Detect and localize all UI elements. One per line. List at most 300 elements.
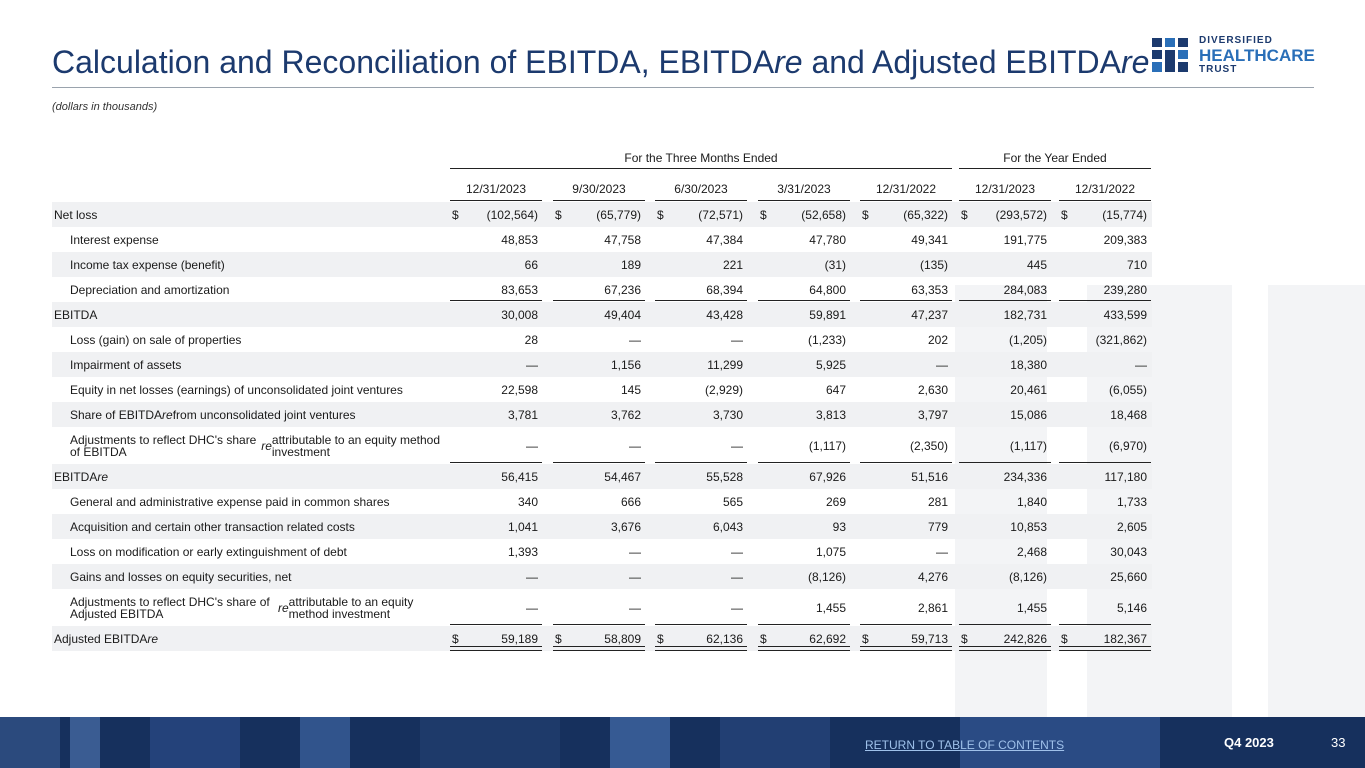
dollar-sign: $ [657, 207, 664, 222]
table-cell [655, 327, 747, 352]
table-row [52, 327, 1152, 352]
cell-value: 43,428 [706, 307, 743, 322]
cell-value: 48,853 [501, 232, 538, 247]
table-cell [655, 227, 747, 252]
row-label: Acquisition and certain other transaction related costs [70, 519, 355, 534]
cell-value: 269 [825, 494, 846, 509]
table-row [52, 202, 1152, 227]
row-label: Equity in net losses (earnings) of unconsolidated joint ventures [70, 382, 403, 397]
cell-value: 242,826 [1003, 631, 1047, 646]
total-double-rule [959, 646, 1051, 651]
table-cell [1059, 589, 1151, 626]
cell-value: 62,136 [706, 631, 743, 646]
cell-value: 54,467 [604, 469, 641, 484]
cell-value: 11,299 [707, 357, 743, 372]
cell-value: 49,404 [604, 307, 641, 322]
table-cell [655, 302, 747, 327]
cell-value: 1,156 [610, 357, 641, 372]
table-cell [860, 377, 952, 402]
table-cell [553, 227, 645, 252]
table-row [52, 489, 1152, 514]
dollar-sign: $ [961, 631, 968, 646]
cell-value: 189 [620, 257, 641, 272]
table-cell [553, 539, 645, 564]
cell-value: 1,393 [507, 544, 538, 559]
table-cell [860, 539, 952, 564]
logo-wordmark: DIVERSIFIED HEALTHCARE TRUST [1199, 35, 1315, 75]
table-row [52, 302, 1152, 327]
table-cell [1059, 514, 1151, 539]
table-cell [758, 227, 850, 252]
table-cell [1059, 327, 1151, 352]
table-cell [553, 402, 645, 427]
table-cell [758, 252, 850, 277]
table-cell [553, 377, 645, 402]
cell-value: (293,572) [995, 207, 1047, 222]
table-row [52, 539, 1152, 564]
cell-value: (65,779) [596, 207, 641, 222]
table-cell [450, 464, 542, 489]
cell-value: 66 [524, 257, 538, 272]
cell-value: 18,380 [1010, 357, 1047, 372]
cell-value: 445 [1026, 257, 1047, 272]
table-cell [758, 202, 850, 227]
subtotal-rule [959, 462, 1051, 463]
quarter-label: Q4 2023 [1224, 735, 1274, 750]
cell-value: — [629, 544, 641, 559]
table-cell [655, 489, 747, 514]
table-cell [553, 564, 645, 589]
table-cell [959, 377, 1051, 402]
cell-value: 1,840 [1016, 494, 1047, 509]
table-cell [553, 202, 645, 227]
dollar-sign: $ [760, 631, 767, 646]
table-cell [655, 514, 747, 539]
dollar-sign: $ [1061, 207, 1068, 222]
table-cell [655, 377, 747, 402]
cell-value: 3,730 [712, 407, 743, 422]
cell-value: 1,455 [815, 600, 846, 615]
cell-value: 2,605 [1116, 519, 1147, 534]
cell-value: — [1135, 357, 1147, 372]
table-cell [758, 377, 850, 402]
cell-value: 2,861 [917, 600, 948, 615]
table-cell [450, 514, 542, 539]
table-cell [553, 489, 645, 514]
table-row [52, 564, 1152, 589]
cell-value: 15,086 [1010, 407, 1047, 422]
table-row [52, 377, 1152, 402]
cell-value: 47,237 [911, 307, 948, 322]
subtotal-rule [860, 300, 952, 301]
table-row [52, 514, 1152, 539]
table-cell [450, 227, 542, 252]
cell-value: 59,713 [911, 631, 948, 646]
cell-value: 1,733 [1116, 494, 1147, 509]
total-double-rule [553, 646, 645, 651]
cell-value: — [731, 544, 743, 559]
table-cell [450, 402, 542, 427]
table-cell [1059, 564, 1151, 589]
table-cell [655, 352, 747, 377]
subtotal-rule [959, 300, 1051, 301]
table-cell [959, 489, 1051, 514]
subtotal-rule [553, 624, 645, 625]
return-to-toc-link[interactable]: RETURN TO TABLE OF CONTENTS [865, 738, 1065, 752]
cell-value: — [936, 544, 948, 559]
cell-value: 30,043 [1110, 544, 1147, 559]
dollar-sign: $ [760, 207, 767, 222]
table-row [52, 277, 1152, 302]
table-cell [860, 302, 952, 327]
cell-value: (2,350) [909, 438, 948, 453]
cell-value: (321,862) [1095, 332, 1147, 347]
table-cell [959, 514, 1051, 539]
cell-value: 3,762 [610, 407, 641, 422]
table-cell [959, 327, 1051, 352]
table-cell [959, 564, 1051, 589]
table-cell [758, 352, 850, 377]
table-cell [553, 352, 645, 377]
table-cell [450, 626, 542, 651]
title-divider [52, 87, 1314, 88]
cell-value: 20,461 [1010, 382, 1047, 397]
cell-value: 284,083 [1003, 282, 1047, 297]
table-cell [1059, 227, 1151, 252]
table-cell [1059, 277, 1151, 302]
table-cell [1059, 377, 1151, 402]
dollar-sign: $ [862, 207, 869, 222]
table-cell [553, 277, 645, 302]
column-header: 3/31/2023 [758, 180, 850, 201]
row-label: EBITDA re [54, 469, 109, 484]
table-cell [959, 626, 1051, 651]
table-cell [860, 227, 952, 252]
table-cell [860, 626, 952, 651]
table-cell [1059, 539, 1151, 564]
dollar-sign: $ [555, 207, 562, 222]
subtotal-rule [655, 462, 747, 463]
cell-value: 10,853 [1010, 519, 1047, 534]
table-cell [553, 327, 645, 352]
table-cell [959, 352, 1051, 377]
cell-value: (6,970) [1108, 438, 1147, 453]
cell-value: 2,630 [917, 382, 948, 397]
subtotal-rule [959, 624, 1051, 625]
subtotal-rule [1059, 462, 1151, 463]
footer-bar [0, 717, 1365, 768]
table-cell [860, 564, 952, 589]
table-row [52, 352, 1152, 377]
table-cell [758, 402, 850, 427]
cell-value: 3,797 [917, 407, 948, 422]
cell-value: 6,043 [712, 519, 743, 534]
table-cell [758, 427, 850, 464]
table-row [52, 427, 1152, 464]
table-cell [758, 327, 850, 352]
table-cell [959, 402, 1051, 427]
total-double-rule [450, 646, 542, 651]
cell-value: 182,731 [1003, 307, 1047, 322]
cell-value: 433,599 [1103, 307, 1147, 322]
cell-value: 68,394 [706, 282, 743, 297]
table-row [52, 464, 1152, 489]
company-logo [1152, 36, 1317, 76]
table-cell [1059, 626, 1151, 651]
cell-value: 83,653 [501, 282, 538, 297]
table-cell [655, 626, 747, 651]
subtotal-rule [553, 300, 645, 301]
cell-value: — [629, 332, 641, 347]
cell-value: 2,468 [1016, 544, 1047, 559]
cell-value: (6,055) [1108, 382, 1147, 397]
subtotal-rule [655, 624, 747, 625]
table-cell [450, 427, 542, 464]
cell-value: — [731, 332, 743, 347]
column-header: 6/30/2023 [655, 180, 747, 201]
table-cell [860, 402, 952, 427]
cell-value: (52,658) [801, 207, 846, 222]
cell-value: 117,180 [1104, 469, 1147, 484]
table-cell [758, 277, 850, 302]
row-label: Gains and losses on equity securities, net [70, 569, 292, 584]
column-header: 12/31/2022 [1059, 180, 1151, 201]
cell-value: (1,117) [1009, 438, 1047, 453]
dollar-sign: $ [657, 631, 664, 646]
table-cell [655, 464, 747, 489]
total-double-rule [758, 646, 850, 651]
row-label: Loss (gain) on sale of properties [70, 332, 242, 347]
table-cell [1059, 352, 1151, 377]
cell-value: 47,384 [706, 232, 743, 247]
column-header: 12/31/2023 [959, 180, 1051, 201]
table-cell [655, 589, 747, 626]
row-label: Impairment of assets [70, 357, 182, 372]
table-cell [959, 252, 1051, 277]
table-row [52, 626, 1152, 651]
cell-value: 47,758 [604, 232, 641, 247]
table-cell [655, 202, 747, 227]
cell-value: 182,367 [1103, 631, 1147, 646]
cell-value: 1,075 [815, 544, 846, 559]
group-header-three-months: For the Three Months Ended [450, 150, 952, 169]
cell-value: 281 [927, 494, 948, 509]
subtotal-rule [860, 462, 952, 463]
table-cell [1059, 252, 1151, 277]
cell-value: 5,146 [1116, 600, 1147, 615]
row-label: Interest expense [70, 232, 159, 247]
cell-value: 64,800 [809, 282, 846, 297]
cell-value: 5,925 [815, 357, 846, 372]
table-cell [758, 539, 850, 564]
column-header: 12/31/2023 [450, 180, 542, 201]
logo-mark-icon [1152, 38, 1192, 74]
cell-value: (65,322) [903, 207, 948, 222]
cell-value: — [629, 600, 641, 615]
cell-value: 18,468 [1110, 407, 1147, 422]
table-cell [553, 589, 645, 626]
table-cell [860, 202, 952, 227]
table-cell [1059, 464, 1151, 489]
cell-value: 191,775 [1003, 232, 1047, 247]
cell-value: (31) [824, 257, 846, 272]
cell-value: — [731, 569, 743, 584]
subtotal-rule [1059, 300, 1151, 301]
cell-value: 55,528 [706, 469, 743, 484]
cell-value: — [629, 569, 641, 584]
table-cell [450, 564, 542, 589]
row-label: Share of EBITDA re from unconsolidated joint ventures [70, 407, 356, 422]
table-cell [553, 514, 645, 539]
table-cell [959, 302, 1051, 327]
table-cell [1059, 202, 1151, 227]
dollar-sign: $ [961, 207, 968, 222]
table-row [52, 252, 1152, 277]
table-cell [959, 202, 1051, 227]
cell-value: 93 [832, 519, 846, 534]
cell-value: (8,126) [1008, 569, 1047, 584]
row-label: Depreciation and amortization [70, 282, 230, 297]
cell-value: 30,008 [501, 307, 538, 322]
subtotal-rule [1059, 624, 1151, 625]
table-cell [553, 302, 645, 327]
cell-value: 3,813 [815, 407, 846, 422]
table-cell [655, 402, 747, 427]
cell-value: 3,676 [610, 519, 641, 534]
table-cell [450, 302, 542, 327]
table-cell [860, 427, 952, 464]
table-cell [553, 464, 645, 489]
cell-value: (1,233) [807, 332, 846, 347]
cell-value: 221 [722, 257, 743, 272]
table-cell [959, 427, 1051, 464]
subtotal-rule [758, 624, 850, 625]
table-cell [655, 427, 747, 464]
subtotal-rule [450, 462, 542, 463]
cell-value: 49,341 [911, 232, 948, 247]
cell-value: 1,041 [507, 519, 538, 534]
cell-value: — [731, 600, 743, 615]
column-header: 9/30/2023 [553, 180, 645, 201]
subtotal-rule [450, 300, 542, 301]
table-cell [450, 327, 542, 352]
units-note: (dollars in thousands) [52, 101, 158, 113]
cell-value: 202 [927, 332, 948, 347]
cell-value: — [526, 569, 538, 584]
table-cell [450, 589, 542, 626]
table-row [52, 402, 1152, 427]
table-cell [450, 539, 542, 564]
subtotal-rule [655, 300, 747, 301]
table-cell [1059, 402, 1151, 427]
cell-value: 67,926 [809, 469, 846, 484]
background-building-panel [1268, 285, 1365, 717]
table-cell [758, 302, 850, 327]
dollar-sign: $ [452, 631, 459, 646]
cell-value: — [731, 438, 743, 453]
table-cell [959, 589, 1051, 626]
table-row [52, 227, 1152, 252]
cell-value: (1,205) [1008, 332, 1047, 347]
row-label: Income tax expense (benefit) [70, 257, 225, 272]
cell-value: 779 [927, 519, 948, 534]
cell-value: (72,571) [698, 207, 743, 222]
table-cell [655, 539, 747, 564]
cell-value: 58,809 [604, 631, 641, 646]
total-double-rule [860, 646, 952, 651]
table-cell [553, 626, 645, 651]
table-cell [860, 489, 952, 514]
table-cell [860, 464, 952, 489]
table-cell [758, 626, 850, 651]
row-label: Adjusted EBITDA re [54, 631, 159, 646]
dollar-sign: $ [555, 631, 562, 646]
table-cell [1059, 489, 1151, 514]
cell-value: — [526, 438, 538, 453]
table-cell [655, 252, 747, 277]
cell-value: (102,564) [486, 207, 538, 222]
cell-value: — [936, 357, 948, 372]
cell-value: 59,189 [501, 631, 538, 646]
dollar-sign: $ [1061, 631, 1068, 646]
table-cell [959, 277, 1051, 302]
cell-value: 145 [620, 382, 641, 397]
table-cell [758, 564, 850, 589]
subtotal-rule [450, 624, 542, 625]
row-label: Adjustments to reflect DHC's share of EBITDA re attributable to an equity method investment [70, 432, 441, 459]
table-cell [758, 589, 850, 626]
cell-value: 59,891 [809, 307, 846, 322]
table-cell [450, 489, 542, 514]
row-label: EBITDA [54, 307, 98, 322]
cell-value: 4,276 [917, 569, 948, 584]
cell-value: 51,516 [911, 469, 948, 484]
row-label: Loss on modification or early extinguishment of debt [70, 544, 347, 559]
cell-value: 62,692 [809, 631, 846, 646]
cell-value: 63,353 [911, 282, 948, 297]
cell-value: 28 [524, 332, 538, 347]
table-cell [758, 489, 850, 514]
cell-value: 234,336 [1003, 469, 1047, 484]
table-cell [860, 589, 952, 626]
cell-value: 565 [722, 494, 743, 509]
cell-value: (15,774) [1102, 207, 1147, 222]
table-cell [860, 277, 952, 302]
cell-value: (135) [919, 257, 948, 272]
table-cell [860, 327, 952, 352]
cell-value: 22,598 [501, 382, 538, 397]
table-cell [860, 514, 952, 539]
cell-value: 3,781 [507, 407, 538, 422]
table-cell [1059, 427, 1151, 464]
cell-value: 239,280 [1103, 282, 1147, 297]
cell-value: (1,117) [808, 438, 846, 453]
row-label: General and administrative expense paid in common shares [70, 494, 390, 509]
total-double-rule [1059, 646, 1151, 651]
table-cell [450, 252, 542, 277]
column-header: 12/31/2022 [860, 180, 952, 201]
dollar-sign: $ [862, 631, 869, 646]
table-row [52, 589, 1152, 626]
row-label: Adjustments to reflect DHC's share of Adjusted EBITDA re attributable to an equity method investment [70, 594, 414, 621]
cell-value: 25,660 [1110, 569, 1147, 584]
subtotal-rule [553, 462, 645, 463]
group-header-year: For the Year Ended [959, 150, 1151, 169]
table-cell [959, 227, 1051, 252]
total-double-rule [655, 646, 747, 651]
cell-value: 67,236 [604, 282, 641, 297]
table-cell [758, 514, 850, 539]
